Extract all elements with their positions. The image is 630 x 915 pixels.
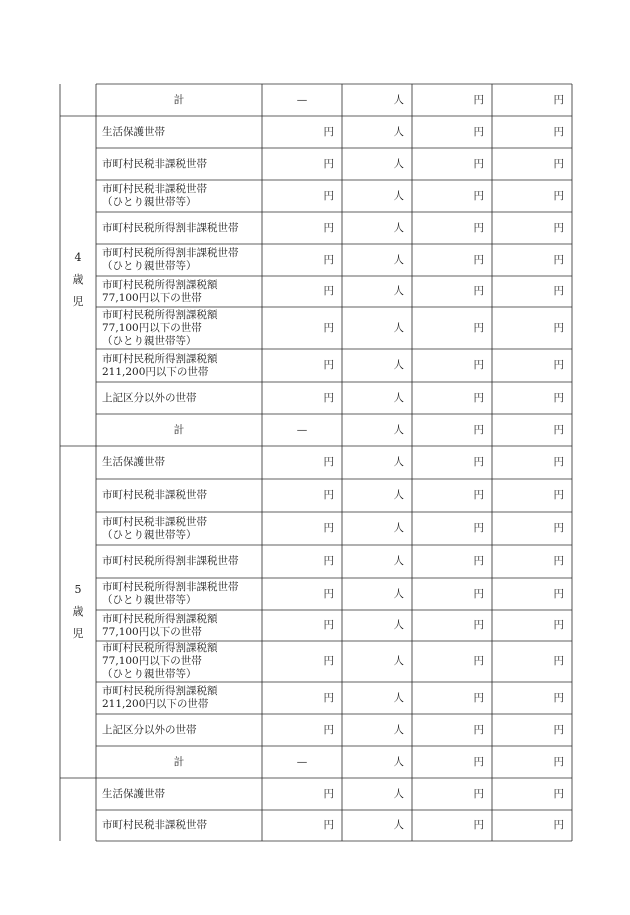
person-cell	[342, 641, 404, 682]
category-label-line: 77,100円以下の世帯	[102, 321, 202, 334]
yen-unit: 円	[473, 723, 484, 736]
yen-cell	[262, 512, 334, 545]
person-unit: 人	[393, 157, 404, 170]
dash-text: —	[296, 423, 308, 436]
yen-unit: 円	[553, 221, 564, 234]
yen-unit: 円	[323, 253, 334, 266]
category-label	[102, 641, 260, 682]
dash-cell	[262, 746, 342, 778]
person-unit: 人	[393, 723, 404, 736]
yen-unit: 円	[553, 285, 564, 297]
category-label-line: 市町村民税非課税世帯	[102, 157, 207, 170]
yen-unit: 円	[323, 125, 334, 138]
yen-unit: 円	[553, 189, 564, 202]
person-unit: 人	[393, 253, 404, 266]
yen-cell	[492, 746, 564, 778]
person-cell	[342, 446, 404, 479]
yen-unit: 円	[473, 253, 484, 266]
category-label-line: （ひとり親世帯等）	[102, 668, 197, 680]
person-cell	[342, 276, 404, 307]
total-label	[96, 746, 262, 778]
person-cell	[342, 682, 404, 714]
yen-unit: 円	[473, 189, 484, 202]
person-unit: 人	[393, 189, 404, 202]
category-label	[102, 446, 260, 479]
yen-unit: 円	[553, 522, 564, 534]
yen-unit: 円	[323, 619, 334, 631]
person-cell	[342, 512, 404, 545]
yen-unit: 円	[553, 755, 564, 768]
yen-unit: 円	[553, 655, 564, 667]
yen-cell	[262, 212, 334, 244]
person-unit: 人	[393, 619, 404, 631]
category-label	[102, 810, 260, 841]
dash-text: —	[296, 755, 308, 768]
yen-cell	[412, 714, 484, 746]
person-cell	[342, 414, 404, 446]
category-label	[102, 512, 260, 545]
dash-text: —	[296, 93, 308, 106]
yen-cell	[412, 244, 484, 276]
yen-cell	[492, 578, 564, 610]
person-cell	[342, 578, 404, 610]
yen-unit: 円	[553, 391, 564, 404]
yen-unit: 円	[553, 489, 564, 501]
yen-cell	[492, 349, 564, 382]
dash-cell	[262, 84, 342, 116]
category-label-line: 市町村民税非課税世帯	[102, 819, 207, 831]
category-label-line: 211,200円以下の世帯	[102, 698, 209, 710]
yen-cell	[492, 446, 564, 479]
category-label	[102, 610, 260, 641]
yen-cell	[492, 778, 564, 810]
category-label-line: 77,100円以下の世帯	[102, 655, 202, 667]
yen-unit: 円	[473, 819, 484, 831]
category-label-line: 市町村民税所得割課税額	[102, 685, 218, 697]
person-cell	[342, 778, 404, 810]
category-label	[102, 714, 260, 746]
dash-cell	[262, 414, 342, 446]
yen-unit: 円	[553, 587, 564, 600]
yen-cell	[412, 382, 484, 414]
yen-cell	[492, 641, 564, 682]
yen-unit: 円	[323, 587, 334, 600]
yen-unit: 円	[323, 321, 334, 334]
yen-cell	[262, 682, 334, 714]
yen-unit: 円	[323, 456, 334, 468]
yen-cell	[492, 116, 564, 148]
yen-unit: 円	[473, 285, 484, 297]
age-group-label: 5	[74, 583, 82, 596]
yen-cell	[262, 610, 334, 641]
person-cell	[342, 180, 404, 212]
category-label-line: 上記区分以外の世帯	[102, 723, 197, 736]
yen-cell	[262, 641, 334, 682]
category-label	[102, 307, 260, 349]
category-label-line: （ひとり親世帯等）	[102, 260, 197, 272]
yen-cell	[412, 682, 484, 714]
yen-cell	[412, 212, 484, 244]
yen-cell	[412, 641, 484, 682]
total-label-text: 計	[173, 93, 185, 106]
yen-cell	[492, 414, 564, 446]
yen-cell	[412, 446, 484, 479]
yen-unit: 円	[473, 221, 484, 234]
yen-unit: 円	[553, 125, 564, 138]
yen-unit: 円	[323, 157, 334, 170]
yen-unit: 円	[323, 555, 334, 567]
total-label	[96, 414, 262, 446]
yen-unit: 円	[553, 787, 564, 800]
yen-unit: 円	[553, 359, 564, 371]
yen-cell	[492, 714, 564, 746]
yen-unit: 円	[553, 555, 564, 567]
yen-cell	[492, 610, 564, 641]
yen-unit: 円	[473, 522, 484, 534]
category-label-line: 市町村民税所得割非課税世帯	[102, 555, 239, 567]
yen-unit: 円	[323, 221, 334, 234]
category-label	[102, 180, 260, 212]
yen-cell	[412, 479, 484, 512]
yen-unit: 円	[553, 321, 564, 334]
yen-cell	[412, 545, 484, 578]
yen-unit: 円	[323, 691, 334, 704]
yen-cell	[262, 148, 334, 180]
yen-unit: 円	[473, 157, 484, 170]
person-unit: 人	[393, 93, 404, 106]
yen-cell	[262, 714, 334, 746]
yen-cell	[412, 578, 484, 610]
yen-cell	[262, 382, 334, 414]
yen-cell	[262, 180, 334, 212]
yen-unit: 円	[323, 189, 334, 202]
category-label-line: 市町村民税所得割非課税世帯	[102, 247, 239, 259]
person-unit: 人	[393, 755, 404, 768]
yen-cell	[412, 810, 484, 841]
person-cell	[342, 349, 404, 382]
person-unit: 人	[393, 555, 404, 567]
yen-unit: 円	[473, 587, 484, 600]
yen-cell	[262, 276, 334, 307]
yen-cell	[262, 479, 334, 512]
category-label-line: 市町村民税所得割課税額	[102, 278, 218, 291]
yen-cell	[412, 414, 484, 446]
yen-cell	[492, 212, 564, 244]
yen-cell	[492, 180, 564, 212]
yen-unit: 円	[473, 456, 484, 468]
yen-unit: 円	[473, 489, 484, 501]
yen-unit: 円	[473, 691, 484, 704]
category-label-line: 市町村民税非課税世帯	[102, 183, 207, 195]
yen-cell	[412, 307, 484, 349]
yen-unit: 円	[473, 423, 484, 436]
category-label-line: 市町村民税非課税世帯	[102, 515, 207, 528]
person-cell	[342, 545, 404, 578]
person-unit: 人	[393, 423, 404, 436]
person-unit: 人	[393, 456, 404, 468]
yen-unit: 円	[473, 93, 484, 106]
person-cell	[342, 84, 404, 116]
yen-unit: 円	[323, 359, 334, 371]
yen-unit: 円	[323, 489, 334, 501]
person-cell	[342, 610, 404, 641]
category-label	[102, 244, 260, 276]
yen-cell	[412, 512, 484, 545]
age-group-label: 児	[72, 627, 84, 640]
total-label-text: 計	[173, 423, 185, 436]
yen-unit: 円	[553, 456, 564, 468]
person-cell	[342, 714, 404, 746]
yen-cell	[492, 682, 564, 714]
yen-unit: 円	[553, 691, 564, 704]
category-label	[102, 276, 260, 307]
yen-unit: 円	[323, 787, 334, 800]
yen-cell	[262, 307, 334, 349]
yen-unit: 円	[473, 555, 484, 567]
yen-cell	[412, 778, 484, 810]
category-label-line: 生活保護世帯	[102, 787, 165, 800]
yen-unit: 円	[323, 723, 334, 736]
category-label-line: （ひとり親世帯等）	[102, 528, 197, 541]
yen-cell	[492, 148, 564, 180]
yen-cell	[492, 512, 564, 545]
yen-unit: 円	[473, 391, 484, 404]
person-unit: 人	[393, 221, 404, 234]
category-label	[102, 349, 260, 382]
category-label-line: 市町村民税所得割非課税世帯	[102, 221, 239, 234]
yen-cell	[262, 446, 334, 479]
person-unit: 人	[393, 489, 404, 501]
person-cell	[342, 746, 404, 778]
category-label	[102, 116, 260, 148]
person-unit: 人	[393, 655, 404, 667]
category-label-line: 77,100円以下の世帯	[102, 291, 202, 304]
category-label	[102, 382, 260, 414]
yen-cell	[412, 746, 484, 778]
category-label	[102, 578, 260, 610]
yen-unit: 円	[323, 819, 334, 831]
category-label	[102, 778, 260, 810]
yen-unit: 円	[553, 723, 564, 736]
person-unit: 人	[393, 691, 404, 704]
person-cell	[342, 810, 404, 841]
yen-cell	[412, 148, 484, 180]
yen-unit: 円	[553, 253, 564, 266]
person-unit: 人	[393, 359, 404, 371]
category-label-line: 77,100円以下の世帯	[102, 625, 202, 638]
person-cell	[342, 382, 404, 414]
yen-cell	[262, 116, 334, 148]
yen-cell	[262, 545, 334, 578]
age-group-label: 歳	[72, 605, 84, 618]
person-cell	[342, 307, 404, 349]
yen-cell	[262, 578, 334, 610]
person-unit: 人	[393, 125, 404, 138]
yen-cell	[262, 810, 334, 841]
yen-cell	[492, 810, 564, 841]
yen-unit: 円	[553, 619, 564, 631]
category-label-line: 上記区分以外の世帯	[102, 391, 197, 404]
yen-unit: 円	[553, 423, 564, 436]
yen-cell	[412, 610, 484, 641]
category-label	[102, 148, 260, 180]
category-label-line: 市町村民税所得割課税額	[102, 642, 218, 654]
category-label	[102, 545, 260, 578]
yen-cell	[492, 545, 564, 578]
yen-cell	[412, 349, 484, 382]
yen-unit: 円	[473, 787, 484, 800]
yen-cell	[492, 84, 564, 116]
category-label-line: 市町村民税所得割非課税世帯	[102, 581, 239, 593]
yen-cell	[492, 307, 564, 349]
yen-unit: 円	[323, 655, 334, 667]
category-label	[102, 682, 260, 714]
yen-cell	[412, 84, 484, 116]
category-label-line: 211,200円以下の世帯	[102, 365, 209, 378]
category-label-line: （ひとり親世帯等）	[102, 196, 197, 208]
yen-cell	[492, 244, 564, 276]
person-unit: 人	[393, 391, 404, 404]
yen-cell	[412, 276, 484, 307]
category-label-line: 生活保護世帯	[102, 125, 165, 138]
person-unit: 人	[393, 587, 404, 600]
category-label-line: 市町村民税所得割課税額	[102, 352, 218, 365]
category-label-line: （ひとり親世帯等）	[102, 594, 197, 606]
category-label-line: （ひとり親世帯等）	[102, 334, 197, 347]
total-label	[96, 84, 262, 116]
category-label-line: 生活保護世帯	[102, 456, 165, 468]
person-cell	[342, 244, 404, 276]
age-group-label: 児	[72, 295, 84, 308]
person-unit: 人	[393, 522, 404, 534]
person-cell	[342, 212, 404, 244]
yen-unit: 円	[473, 359, 484, 371]
category-label-line: 市町村民税所得割課税額	[102, 612, 218, 625]
yen-unit: 円	[473, 755, 484, 768]
person-unit: 人	[393, 819, 404, 831]
person-unit: 人	[393, 787, 404, 800]
category-label	[102, 212, 260, 244]
yen-cell	[412, 116, 484, 148]
yen-cell	[262, 349, 334, 382]
category-label-line: 市町村民税所得割課税額	[102, 308, 218, 321]
yen-cell	[262, 778, 334, 810]
yen-unit: 円	[323, 391, 334, 404]
person-cell	[342, 116, 404, 148]
yen-unit: 円	[323, 285, 334, 297]
yen-unit: 円	[473, 321, 484, 334]
age-group-label: 歳	[72, 273, 84, 286]
category-label	[102, 479, 260, 512]
total-label-text: 計	[173, 755, 185, 768]
yen-unit: 円	[473, 619, 484, 631]
yen-unit: 円	[473, 125, 484, 138]
yen-unit: 円	[473, 655, 484, 667]
person-unit: 人	[393, 285, 404, 297]
yen-cell	[412, 180, 484, 212]
person-unit: 人	[393, 321, 404, 334]
yen-unit: 円	[323, 522, 334, 534]
yen-cell	[492, 276, 564, 307]
yen-unit: 円	[553, 93, 564, 106]
yen-unit: 円	[553, 819, 564, 831]
age-group-label: 4	[74, 251, 82, 264]
yen-cell	[262, 244, 334, 276]
person-cell	[342, 479, 404, 512]
yen-cell	[492, 382, 564, 414]
yen-unit: 円	[553, 157, 564, 170]
category-label-line: 市町村民税非課税世帯	[102, 489, 207, 501]
yen-cell	[492, 479, 564, 512]
person-cell	[342, 148, 404, 180]
